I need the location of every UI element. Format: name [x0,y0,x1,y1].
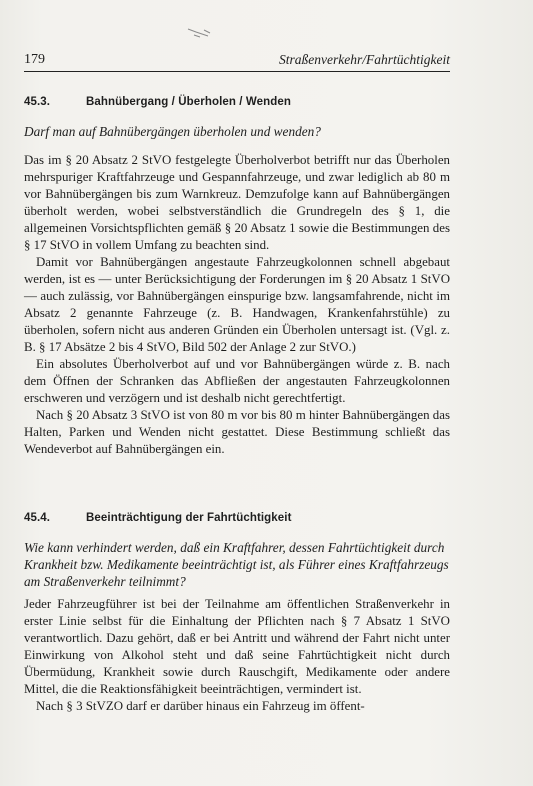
section-heading [24,512,292,524]
ink-mark-icon [186,26,216,40]
section-heading [24,96,291,108]
paragraph: Nach § 20 Absatz 3 StVO ist von 80 m vor bis 80 m hinter Bahnübergängen das Halten, Parken und Wenden nicht gestattet. Diese Bestimmung schließt das Wendeverbot auf Bahnübergängen ein. [24,408,450,456]
running-title: Straßenverkehr/Fahrtüchtigkeit [279,52,450,67]
paragraph: Nach § 3 StVZO darf er darüber hinaus ein Fahrzeug im öffent- [36,699,365,713]
section-body [24,596,450,715]
page-number: 179 [24,52,45,67]
paragraph: Das im § 20 Absatz 2 StVO festgelegte Überholverbot betrifft nur das Überholen mehrspuriger Kraftfahrzeuge und Gespannfahrzeuge, und zwar lediglich ab 80 m vor Bahnübergängen bis zum Warnkreuz. Demzufolge kann auf Bahnübergängen überholt werden, wobei selbstverständlich die Grundregeln des § 1, die allgemeinen Vorsichtspflichten gemäß § 20 Absatz 1 sowie die Bestimmungen des § 17 StVO in vollem Umfang zu beachten sind. [24,153,450,252]
section-title: Beeinträchtigung der Fahrtüchtigkeit [86,512,292,524]
section-number: 45.3. [24,96,51,108]
section-question: Darf man auf Bahnübergängen überholen und wenden? [24,124,321,139]
section-title: Bahnübergang / Überholen / Wenden [86,96,291,108]
paragraph: Ein absolutes Überholverbot auf und vor Bahnübergängen würde z. B. nach dem Öffnen der Schranken das Abfließen der angestauten Fahrzeugkolonnen erschweren und verzögern und ist deshalb nicht gerechtfertigt. [24,357,450,405]
section-number: 45.4. [24,512,51,524]
paragraph: Jeder Fahrzeugführer ist bei der Teilnahme am öffentlichen Straßenverkehr in erster Linie selbst für die Einhaltung der Pflichten nach § 7 Absatz 1 StVO verantwortlich. Dazu gehört, daß er bei Antritt und während der Fahrt nicht unter Einwirkung von Alkohol steht und daß seine Fahrtüchtigkeit nicht durch Übermüdung, Krankheit sowie durch Rauschgift, Medikamente oder andere Mittel, die die Reaktionsfähigkeit beeinträchtigen, vermindert ist. [24,597,450,696]
page-header [24,51,450,72]
section-question: Wie kann verhindert werden, daß ein Kraftfahrer, dessen Fahrtüchtigkeit durch Krankheit bzw. Medikamente beeinträchtigt ist, als Führer eines Kraftfahrzeugs am Straßenverkehr teilnimmt? [24,540,449,589]
section-body [24,152,450,458]
paragraph: Damit vor Bahnübergängen angestaute Fahrzeugkolonnen schnell abgebaut werden, ist es — unter Berücksichtigung der Forderungen im § 20 Absatz 1 StVO — auch zulässig, vor Bahnübergängen einspurige bzw. langsamfahrende, nicht im Absatz 2 genannte Fahrzeuge (z. B. Handwagen, Krankenfahrstühle) zu überholen, sofern nicht aus anderen Gründen ein Überholen untersagt ist. (Vgl. z. B. § 17 Absätze 2 bis 4 StVO, Bild 502 der Anlage 2 zur StVO.) [24,255,450,354]
